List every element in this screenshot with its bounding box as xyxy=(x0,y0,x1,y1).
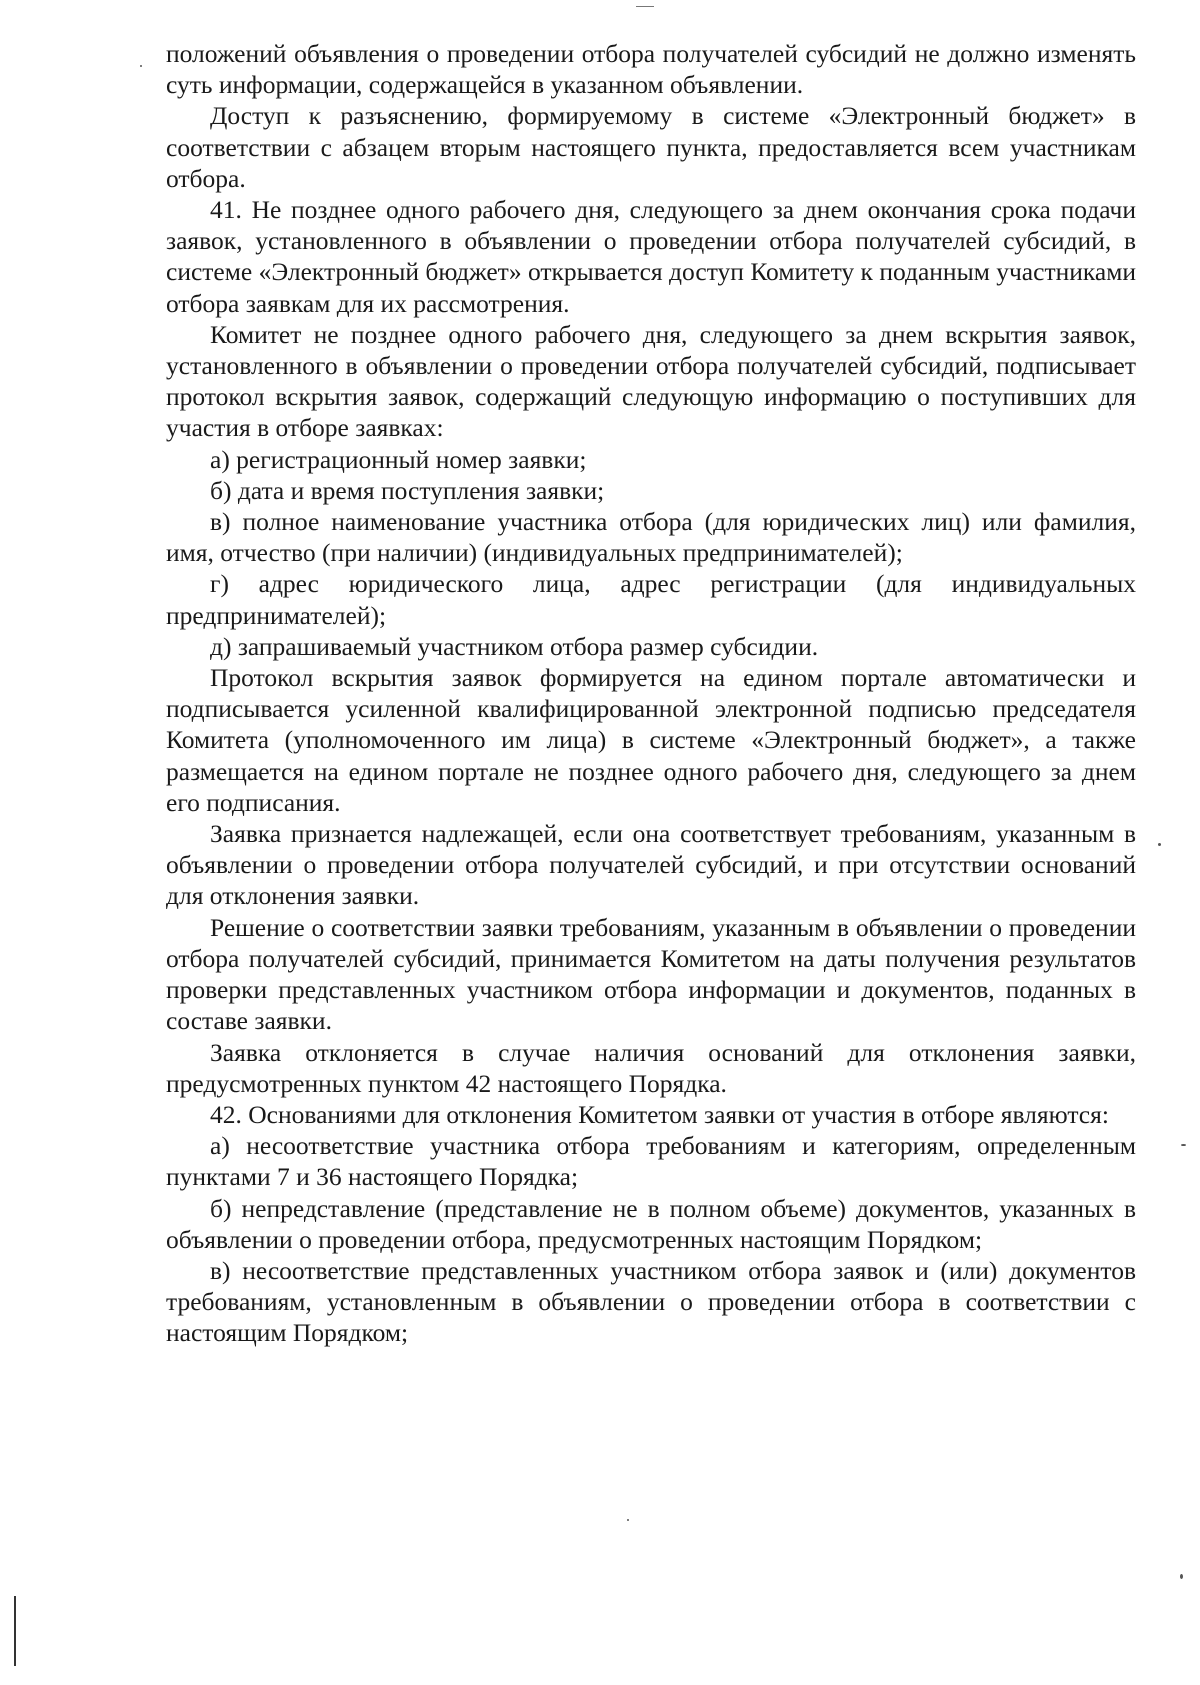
paragraph-access-clarification: Доступ к разъяснению, формируемому в системе «Электронный бюджет» в соответствии с абзацем вторым настоящего пункта, предоставляется всем участникам отбора. xyxy=(166,101,1136,193)
scan-artifact-speck xyxy=(1181,1144,1186,1146)
list-item-g-address: г) адрес юридического лица, адрес регистрации (для индивидуальных предпринимателей); xyxy=(166,569,1136,630)
scan-artifact-speck xyxy=(1158,843,1161,846)
paragraph-compliance-decision: Решение о соответствии заявки требованиям, указанным в объявлении о проведении отбора получателей субсидий, принимается Комитетом на даты получения результатов проверки представленных участником отбора информации и документов, поданных в составе заявки. xyxy=(166,912,1136,1036)
paragraph-protocol-formation: Протокол вскрытия заявок формируется на едином портале автоматически и подписывается усиленной квалифицированной электронной подписью председателя Комитета (уполномоченного им лица) в системе «Электронный бюджет», а также размещается на едином портале не позднее одного рабочего дня, следующего за днем его подписания. xyxy=(166,663,1136,817)
list-item-v-document-noncompliance: в) несоответствие представленных участником отбора заявок и (или) документов требованиям, установленным в объявлении о проведении отбора в соответствии с настоящим Порядком; xyxy=(166,1255,1136,1348)
paragraph-clause-41: 41. Не позднее одного рабочего дня, следующего за днем окончания срока подачи заявок, установленного в объявлении о проведении отбора получателей субсидий, в системе «Электронный бюджет» открывается доступ Комитету к поданным участниками отбора заявкам для их рассмотрения. xyxy=(166,195,1136,318)
paragraph-application-proper: Заявка признается надлежащей, если она соответствует требованиям, указанным в объявлении о проведении отбора получателей субсидий, и при отсутствии оснований для отклонения заявки. xyxy=(166,819,1136,911)
paragraph-clause-42: 42. Основаниями для отклонения Комитетом заявки от участия в отборе являются: xyxy=(210,1099,1109,1129)
list-item-b-date-time: б) дата и время поступления заявки; xyxy=(210,475,605,505)
list-item-d-subsidy-amount: д) запрашиваемый участником отбора размер субсидии. xyxy=(210,631,819,661)
document-body xyxy=(166,38,1136,1349)
paragraph-application-rejection: Заявка отклоняется в случае наличия оснований для отклонения заявки, предусмотренных пунктом 42 настоящего Порядка. xyxy=(166,1037,1136,1098)
paragraph-continuation: положений объявления о проведении отбора получателей субсидий не должно изменять суть информации, содержащейся в указанном объявлении. xyxy=(166,39,1136,100)
scan-artifact-speck xyxy=(140,65,142,67)
scan-artifact-top-dash xyxy=(636,6,654,7)
scan-artifact-speck xyxy=(627,1519,629,1521)
list-item-a-noncompliance: а) несоответствие участника отбора требованиям и категориям, определенным пунктами 7 и 36 настоящего Порядка; xyxy=(166,1131,1136,1192)
paragraph-committee-protocol: Комитет не позднее одного рабочего дня, следующего за днем вскрытия заявок, установленного в объявлении о проведении отбора получателей субсидий, подписывает протокол вскрытия заявок, содержащий следующую информацию о поступивших для участия в отборе заявках: xyxy=(166,319,1136,443)
list-item-a-registration-number: а) регистрационный номер заявки; xyxy=(210,444,587,474)
list-item-b-missing-documents: б) непредставление (представление не в полном объеме) документов, указанных в объявлении о проведении отбора, предусмотренных настоящим Порядком; xyxy=(166,1193,1136,1254)
scan-artifact-speck xyxy=(1180,1574,1183,1579)
list-item-v-full-name: в) полное наименование участника отбора (для юридических лиц) или фамилия, имя, отчество (при наличии) (индивидуальных предпринимателей); xyxy=(166,507,1136,568)
scan-artifact-left-bar xyxy=(14,1596,16,1666)
